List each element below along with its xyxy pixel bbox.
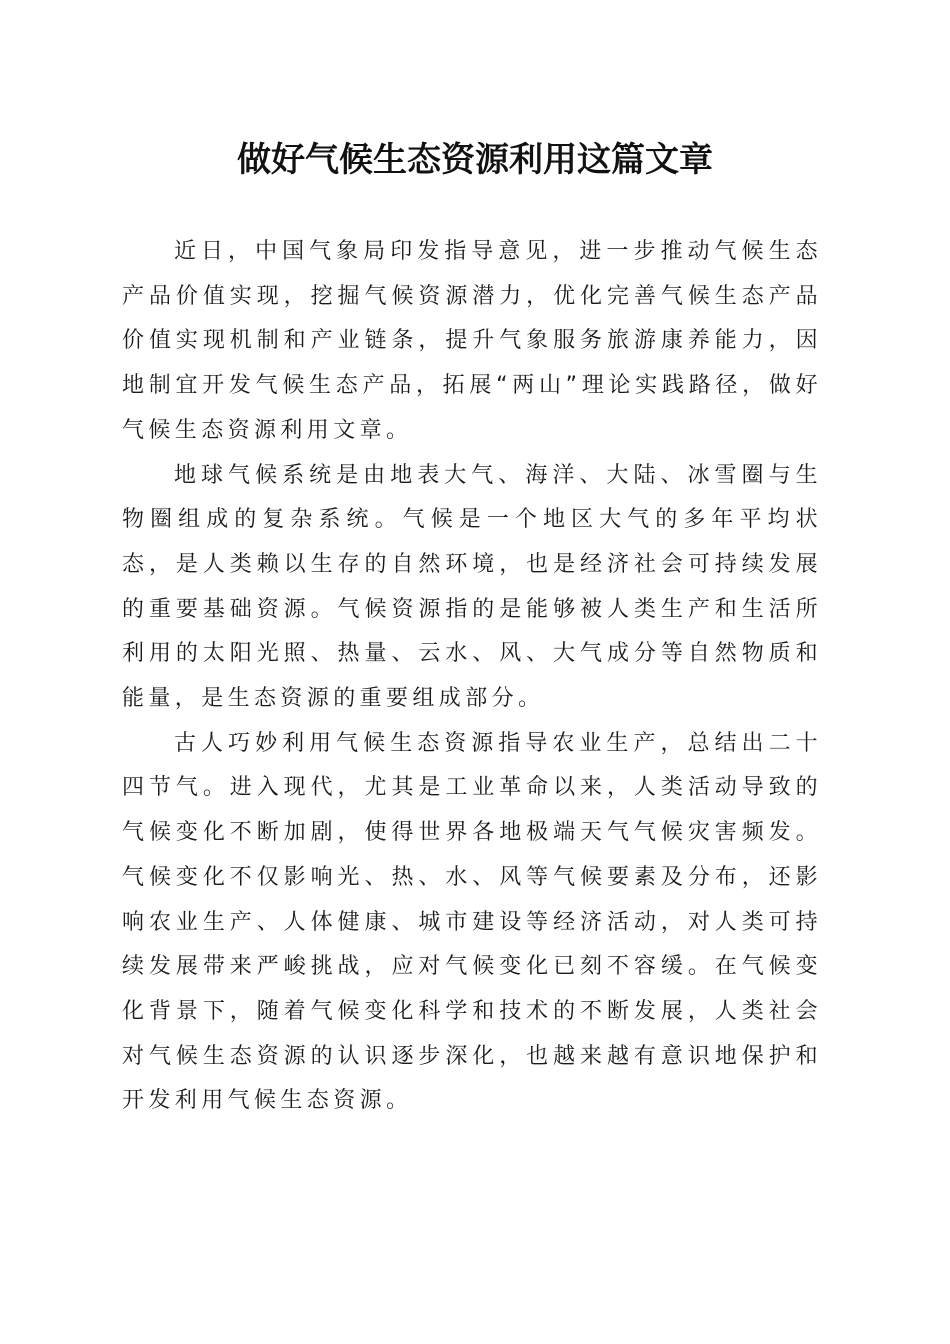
document-title: 做好气候生态资源利用这篇文章 — [237, 140, 713, 180]
document-body — [122, 230, 822, 1124]
paragraph: 地球气候系统是由地表大气、海洋、大陆、冰雪圈与生物圈组成的复杂系统。气候是一个地区大气的多年平均状态，是人类赖以生存的自然环境，也是经济社会可持续发展的重要基础资源。气候资源指的是能够被人类生产和生活所利用的太阳光照、热量、云水、风、大气成分等自然物质和能量，是生态资源的重要组成部分。 — [122, 462, 822, 712]
paragraph: 近日，中国气象局印发指导意见，进一步推动气候生态产品价值实现，挖掘气候资源潜力，优化完善气候生态产品价值实现机制和产业链条，提升气象服务旅游康养能力，因地制宜开发气候生态产品，拓展“两山”理论实践路径，做好气候生态资源利用文章。 — [122, 239, 822, 443]
paragraph: 古人巧妙利用气候生态资源指导农业生产，总结出二十四节气。进入现代，尤其是工业革命以来，人类活动导致的气候变化不断加剧，使得世界各地极端天气气候灾害频发。气候变化不仅影响光、热、水、风等气候要素及分布，还影响农业生产、人体健康、城市建设等经济活动，对人类可持续发展带来严峻挑战，应对气候变化已刻不容缓。在气候变化背景下，随着气候变化科学和技术的不断发展，人类社会对气候生态资源的认识逐步深化，也越来越有意识地保护和开发利用气候生态资源。 — [122, 730, 822, 1114]
